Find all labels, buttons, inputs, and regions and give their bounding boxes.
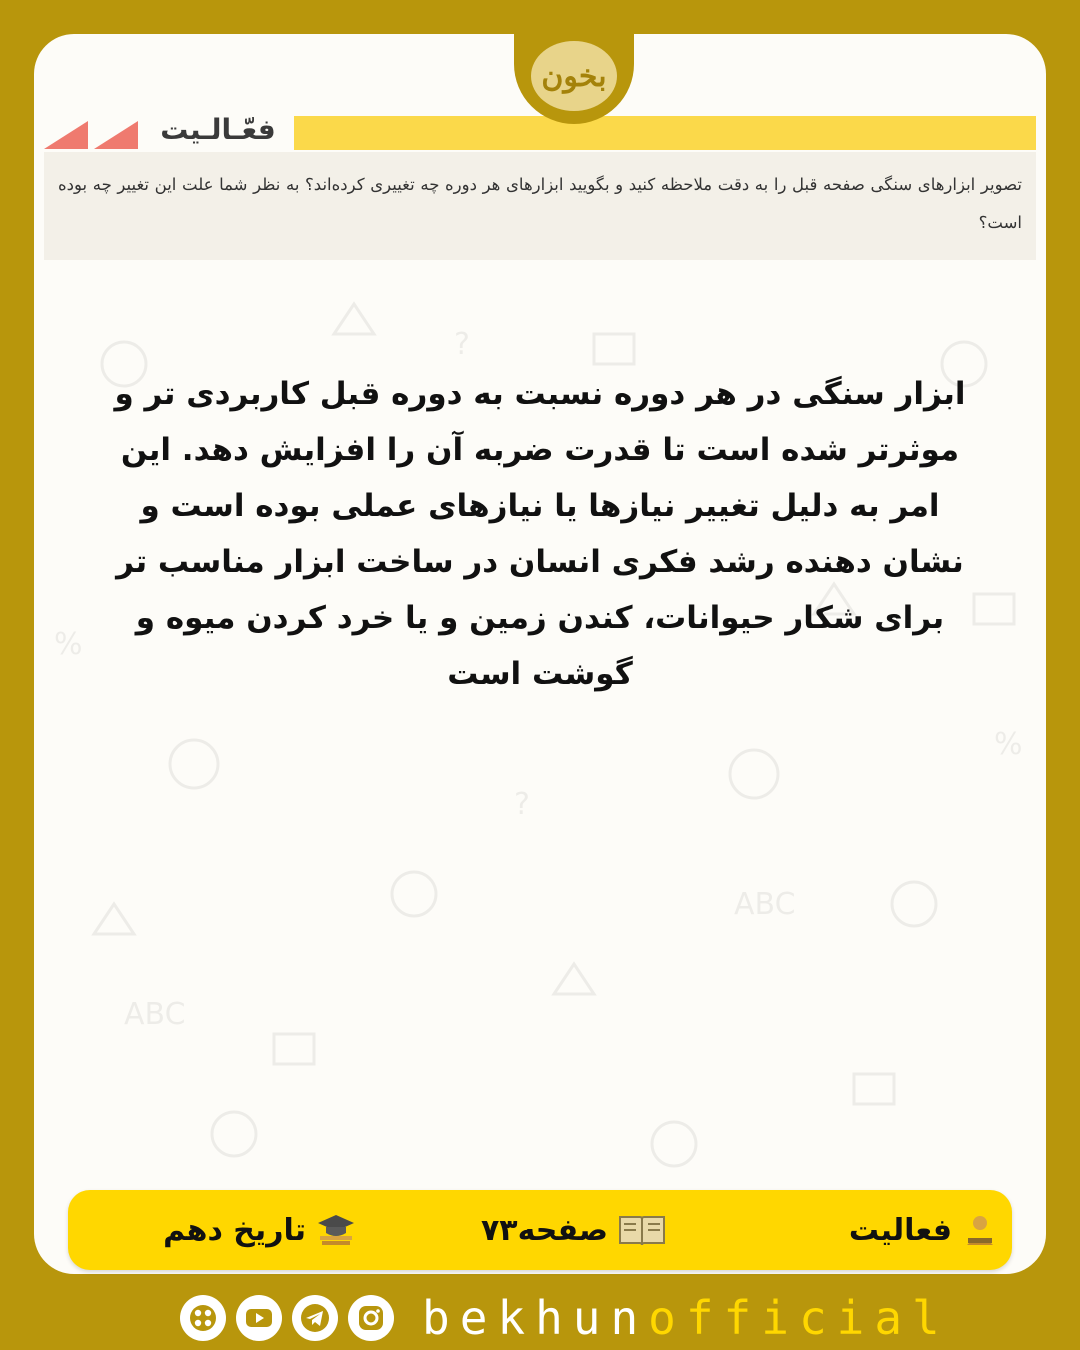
brand-logo [514,34,634,124]
answer-line: موثرتر شده است تا قدرت ضربه آن را افزایش دهد. این [120,432,960,468]
svg-text:%: % [54,627,83,662]
activity-label [849,1190,998,1270]
svg-text:ABC: ABC [734,887,796,922]
triangle-decoration [94,121,138,149]
handle-accent: official [648,1291,950,1345]
question-text: تصویر ابزارهای سنگی صفحه قبل را به دقت ملاحظه کنید و بگویید ابزارهای هر دوره چه تغییری کرده‌اند؟ به نظر شما علت این تغییر چه بوده است؟ [44,152,1036,260]
page-number [481,1190,666,1270]
answer-line: برای شکار حیوانات، کندن زمین و یا خرد کردن میوه و [135,600,945,636]
aparat-icon [187,1302,219,1334]
activity-title-bar [294,116,1036,150]
open-book-icon [618,1212,666,1248]
answer-line: ابزار سنگی در هر دوره نسبت به دوره قبل کاربردی تر و [114,376,966,412]
svg-text:?: ? [454,327,470,362]
instagram-icon [355,1302,387,1334]
handle-main: bekhun [422,1291,649,1345]
activity-label-text: فعالیت [848,1212,952,1248]
info-bar [68,1190,1012,1270]
brand-logo-mark: بخون [531,41,617,111]
triangle-decoration [44,121,88,149]
social-link-youtube[interactable] [236,1295,282,1341]
answer-line: نشان دهنده رشد فکری انسان در ساخت ابزار مناسب تر [116,544,964,580]
svg-text:?: ? [514,787,530,822]
social-link-aparat[interactable] [180,1295,226,1341]
activity-header [44,115,1036,151]
youtube-icon [243,1302,275,1334]
social-link-instagram[interactable] [348,1295,394,1341]
subject-label [163,1190,356,1270]
social-link-telegram[interactable] [292,1295,338,1341]
telegram-icon [299,1302,331,1334]
social-bar [180,1290,950,1346]
subject-label-text: تاریخ دهم [163,1212,306,1248]
answer-line: امر به دلیل تغییر نیازها یا نیازهای عملی بوده است و [140,488,940,524]
answer-line: گوشت است [447,656,633,692]
svg-text:%: % [994,727,1023,762]
svg-text:ABC: ABC [124,997,186,1032]
page-number-text: صفحه۷۳ [480,1212,608,1248]
answer-text [95,366,985,702]
teacher-icon [962,1212,998,1248]
account-handle[interactable] [422,1290,950,1346]
activity-title: فعّـالـیت [160,113,276,146]
graduation-cap-books-icon [316,1212,356,1248]
